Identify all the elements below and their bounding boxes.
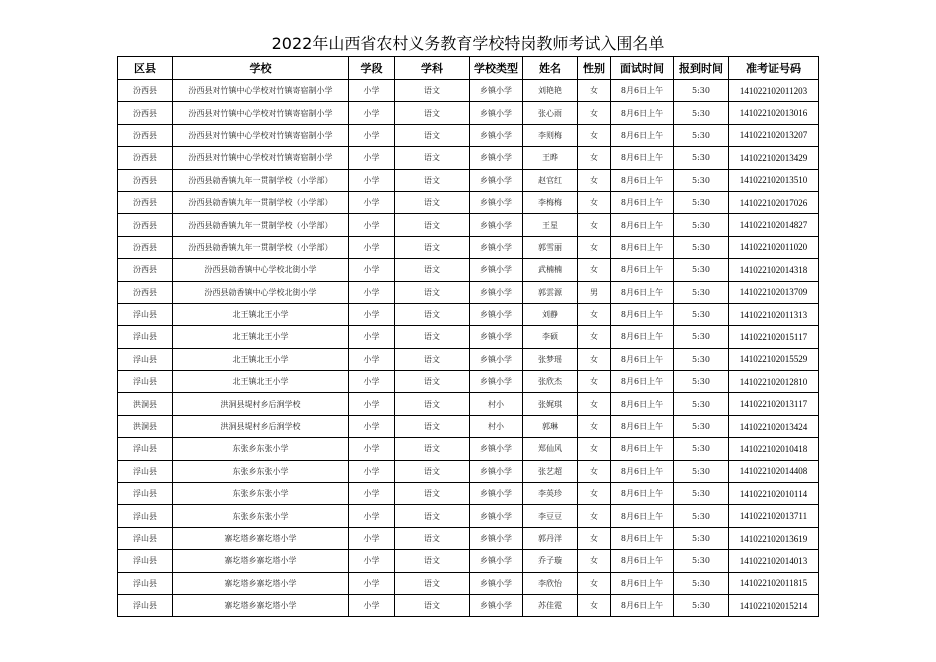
cell-exam-number: 141022102012810 xyxy=(729,371,819,393)
cell-school-type: 乡镇小学 xyxy=(470,124,523,146)
cell-district: 浮山县 xyxy=(118,303,173,325)
cell-exam-number: 141022102013510 xyxy=(729,169,819,191)
cell-school-type: 乡镇小学 xyxy=(470,572,523,594)
cell-gender: 女 xyxy=(578,169,611,191)
cell-stage: 小学 xyxy=(349,236,395,258)
cell-exam-number: 141022102011313 xyxy=(729,303,819,325)
cell-interview-time: 8月6日上午 xyxy=(611,281,674,303)
cell-district: 洪洞县 xyxy=(118,393,173,415)
cell-report-time: 5:30 xyxy=(674,147,729,169)
cell-report-time: 5:30 xyxy=(674,281,729,303)
cell-school-type: 乡镇小学 xyxy=(470,460,523,482)
cell-stage: 小学 xyxy=(349,393,395,415)
cell-school: 北王镇北王小学 xyxy=(173,348,349,370)
table-row xyxy=(118,594,819,616)
cell-school-type: 乡镇小学 xyxy=(470,214,523,236)
cell-interview-time: 8月6日上午 xyxy=(611,147,674,169)
cell-gender: 女 xyxy=(578,214,611,236)
cell-report-time: 5:30 xyxy=(674,214,729,236)
cell-exam-number: 141022102014318 xyxy=(729,259,819,281)
cell-exam-number: 141022102013619 xyxy=(729,527,819,549)
cell-report-time: 5:30 xyxy=(674,102,729,124)
cell-interview-time: 8月6日上午 xyxy=(611,348,674,370)
cell-exam-number: 141022102013016 xyxy=(729,102,819,124)
cell-stage: 小学 xyxy=(349,594,395,616)
cell-school: 北王镇北王小学 xyxy=(173,371,349,393)
cell-school-type: 乡镇小学 xyxy=(470,505,523,527)
cell-interview-time: 8月6日上午 xyxy=(611,527,674,549)
cell-name: 郭琳 xyxy=(523,415,578,437)
cell-subject: 语文 xyxy=(395,281,470,303)
cell-district: 汾西县 xyxy=(118,214,173,236)
cell-gender: 女 xyxy=(578,415,611,437)
cell-school-type: 乡镇小学 xyxy=(470,169,523,191)
cell-name: 乔子璇 xyxy=(523,550,578,572)
cell-stage: 小学 xyxy=(349,169,395,191)
cell-subject: 语文 xyxy=(395,147,470,169)
cell-gender: 女 xyxy=(578,505,611,527)
table-row xyxy=(118,147,819,169)
cell-gender: 女 xyxy=(578,191,611,213)
cell-district: 浮山县 xyxy=(118,348,173,370)
cell-school-type: 乡镇小学 xyxy=(470,147,523,169)
cell-name: 赵官红 xyxy=(523,169,578,191)
cell-school-type: 乡镇小学 xyxy=(470,348,523,370)
cell-subject: 语文 xyxy=(395,236,470,258)
cell-report-time: 5:30 xyxy=(674,483,729,505)
cell-stage: 小学 xyxy=(349,303,395,325)
table-row xyxy=(118,102,819,124)
cell-school: 寨圪塔乡寨圪塔小学 xyxy=(173,527,349,549)
cell-report-time: 5:30 xyxy=(674,550,729,572)
cell-gender: 女 xyxy=(578,438,611,460)
cell-name: 张心雨 xyxy=(523,102,578,124)
cell-stage: 小学 xyxy=(349,460,395,482)
cell-district: 浮山县 xyxy=(118,527,173,549)
cell-interview-time: 8月6日上午 xyxy=(611,236,674,258)
cell-report-time: 5:30 xyxy=(674,236,729,258)
cell-interview-time: 8月6日上午 xyxy=(611,124,674,146)
table-row xyxy=(118,236,819,258)
cell-interview-time: 8月6日上午 xyxy=(611,594,674,616)
cell-district: 洪洞县 xyxy=(118,415,173,437)
cell-gender: 女 xyxy=(578,326,611,348)
cell-interview-time: 8月6日上午 xyxy=(611,415,674,437)
cell-name: 王晔 xyxy=(523,147,578,169)
cell-school: 汾西县勍香镇中心学校北街小学 xyxy=(173,259,349,281)
cell-exam-number: 141022102014408 xyxy=(729,460,819,482)
cell-subject: 语文 xyxy=(395,460,470,482)
table-header-row xyxy=(118,57,819,80)
table-row xyxy=(118,371,819,393)
cell-subject: 语文 xyxy=(395,393,470,415)
cell-school: 寨圪塔乡寨圪塔小学 xyxy=(173,550,349,572)
table-row xyxy=(118,572,819,594)
cell-name: 李豆豆 xyxy=(523,505,578,527)
cell-gender: 女 xyxy=(578,550,611,572)
cell-school: 汾西县勍香镇九年一贯制学校（小学部） xyxy=(173,169,349,191)
cell-subject: 语文 xyxy=(395,594,470,616)
cell-interview-time: 8月6日上午 xyxy=(611,572,674,594)
cell-name: 张艺超 xyxy=(523,460,578,482)
cell-school: 东张乡东张小学 xyxy=(173,505,349,527)
cell-interview-time: 8月6日上午 xyxy=(611,393,674,415)
cell-school: 汾西县勍香镇九年一贯制学校（小学部） xyxy=(173,236,349,258)
table-row xyxy=(118,348,819,370)
cell-subject: 语文 xyxy=(395,527,470,549)
cell-school-type: 乡镇小学 xyxy=(470,102,523,124)
cell-stage: 小学 xyxy=(349,415,395,437)
cell-subject: 语文 xyxy=(395,550,470,572)
cell-report-time: 5:30 xyxy=(674,527,729,549)
cell-stage: 小学 xyxy=(349,80,395,102)
table-row xyxy=(118,191,819,213)
cell-gender: 女 xyxy=(578,483,611,505)
cell-exam-number: 141022102013711 xyxy=(729,505,819,527)
cell-exam-number: 141022102010418 xyxy=(729,438,819,460)
cell-report-time: 5:30 xyxy=(674,303,729,325)
cell-school: 北王镇北王小学 xyxy=(173,326,349,348)
cell-school: 汾西县勍香镇中心学校北街小学 xyxy=(173,281,349,303)
cell-stage: 小学 xyxy=(349,214,395,236)
cell-report-time: 5:30 xyxy=(674,259,729,281)
table-row xyxy=(118,259,819,281)
cell-report-time: 5:30 xyxy=(674,80,729,102)
cell-gender: 女 xyxy=(578,527,611,549)
cell-district: 浮山县 xyxy=(118,572,173,594)
cell-exam-number: 141022102013429 xyxy=(729,147,819,169)
cell-school-type: 乡镇小学 xyxy=(470,259,523,281)
cell-report-time: 5:30 xyxy=(674,393,729,415)
cell-subject: 语文 xyxy=(395,259,470,281)
cell-report-time: 5:30 xyxy=(674,415,729,437)
cell-school: 汾西县勍香镇九年一贯制学校（小学部） xyxy=(173,191,349,213)
cell-name: 张娓琪 xyxy=(523,393,578,415)
cell-school-type: 乡镇小学 xyxy=(470,303,523,325)
cell-exam-number: 141022102013207 xyxy=(729,124,819,146)
cell-subject: 语文 xyxy=(395,371,470,393)
cell-district: 浮山县 xyxy=(118,550,173,572)
cell-report-time: 5:30 xyxy=(674,191,729,213)
cell-exam-number: 141022102015529 xyxy=(729,348,819,370)
cell-stage: 小学 xyxy=(349,147,395,169)
cell-school: 洪洞县堤村乡后涧学校 xyxy=(173,415,349,437)
cell-stage: 小学 xyxy=(349,124,395,146)
cell-gender: 女 xyxy=(578,460,611,482)
column-header-district: 区县 xyxy=(118,57,173,80)
cell-interview-time: 8月6日上午 xyxy=(611,550,674,572)
table-row xyxy=(118,169,819,191)
cell-gender: 女 xyxy=(578,102,611,124)
cell-district: 汾西县 xyxy=(118,281,173,303)
cell-gender: 女 xyxy=(578,348,611,370)
cell-gender: 女 xyxy=(578,393,611,415)
cell-name: 郭雲源 xyxy=(523,281,578,303)
cell-district: 浮山县 xyxy=(118,483,173,505)
cell-school-type: 乡镇小学 xyxy=(470,527,523,549)
cell-report-time: 5:30 xyxy=(674,124,729,146)
cell-district: 汾西县 xyxy=(118,169,173,191)
cell-school: 寨圪塔乡寨圪塔小学 xyxy=(173,594,349,616)
table-row xyxy=(118,281,819,303)
table-row xyxy=(118,438,819,460)
cell-district: 浮山县 xyxy=(118,460,173,482)
cell-stage: 小学 xyxy=(349,483,395,505)
cell-exam-number: 141022102013709 xyxy=(729,281,819,303)
cell-name: 李硕 xyxy=(523,326,578,348)
cell-stage: 小学 xyxy=(349,550,395,572)
cell-school-type: 乡镇小学 xyxy=(470,236,523,258)
table-body xyxy=(118,80,819,617)
cell-stage: 小学 xyxy=(349,505,395,527)
cell-interview-time: 8月6日上午 xyxy=(611,371,674,393)
cell-gender: 女 xyxy=(578,80,611,102)
cell-interview-time: 8月6日上午 xyxy=(611,169,674,191)
table-row xyxy=(118,460,819,482)
cell-school-type: 村小 xyxy=(470,393,523,415)
cell-school-type: 乡镇小学 xyxy=(470,191,523,213)
table-row xyxy=(118,124,819,146)
cell-stage: 小学 xyxy=(349,572,395,594)
cell-exam-number: 141022102013117 xyxy=(729,393,819,415)
cell-district: 汾西县 xyxy=(118,80,173,102)
cell-gender: 女 xyxy=(578,236,611,258)
column-header-school: 学校 xyxy=(173,57,349,80)
cell-subject: 语文 xyxy=(395,483,470,505)
cell-interview-time: 8月6日上午 xyxy=(611,438,674,460)
cell-gender: 女 xyxy=(578,572,611,594)
cell-stage: 小学 xyxy=(349,281,395,303)
column-header-report-time: 报到时间 xyxy=(674,57,729,80)
table-row xyxy=(118,303,819,325)
cell-name: 刘艳艳 xyxy=(523,80,578,102)
cell-stage: 小学 xyxy=(349,527,395,549)
cell-district: 汾西县 xyxy=(118,124,173,146)
cell-school-type: 乡镇小学 xyxy=(470,80,523,102)
cell-gender: 女 xyxy=(578,147,611,169)
cell-exam-number: 141022102015214 xyxy=(729,594,819,616)
cell-gender: 女 xyxy=(578,371,611,393)
cell-name: 李英珍 xyxy=(523,483,578,505)
cell-exam-number: 141022102011020 xyxy=(729,236,819,258)
cell-name: 王星 xyxy=(523,214,578,236)
cell-subject: 语文 xyxy=(395,102,470,124)
table-row xyxy=(118,214,819,236)
cell-school: 汾西县对竹镇中心学校对竹镇寄宿制小学 xyxy=(173,80,349,102)
cell-exam-number: 141022102011203 xyxy=(729,80,819,102)
cell-school: 汾西县对竹镇中心学校对竹镇寄宿制小学 xyxy=(173,147,349,169)
cell-school: 寨圪塔乡寨圪塔小学 xyxy=(173,572,349,594)
cell-stage: 小学 xyxy=(349,438,395,460)
cell-name: 李欣怡 xyxy=(523,572,578,594)
cell-school: 洪洞县堤村乡后涧学校 xyxy=(173,393,349,415)
cell-name: 李则梅 xyxy=(523,124,578,146)
candidate-table xyxy=(117,56,819,617)
cell-subject: 语文 xyxy=(395,214,470,236)
table-row xyxy=(118,550,819,572)
cell-report-time: 5:30 xyxy=(674,505,729,527)
cell-subject: 语文 xyxy=(395,303,470,325)
table-row xyxy=(118,483,819,505)
cell-district: 浮山县 xyxy=(118,438,173,460)
cell-name: 苏佳霓 xyxy=(523,594,578,616)
cell-stage: 小学 xyxy=(349,348,395,370)
cell-stage: 小学 xyxy=(349,259,395,281)
cell-district: 浮山县 xyxy=(118,594,173,616)
cell-interview-time: 8月6日上午 xyxy=(611,303,674,325)
cell-exam-number: 141022102014013 xyxy=(729,550,819,572)
cell-district: 汾西县 xyxy=(118,147,173,169)
cell-subject: 语文 xyxy=(395,169,470,191)
column-header-subject: 学科 xyxy=(395,57,470,80)
cell-school-type: 乡镇小学 xyxy=(470,438,523,460)
cell-name: 郑仙风 xyxy=(523,438,578,460)
cell-subject: 语文 xyxy=(395,191,470,213)
cell-school: 汾西县对竹镇中心学校对竹镇寄宿制小学 xyxy=(173,102,349,124)
cell-subject: 语文 xyxy=(395,438,470,460)
cell-exam-number: 141022102015117 xyxy=(729,326,819,348)
cell-school: 汾西县对竹镇中心学校对竹镇寄宿制小学 xyxy=(173,124,349,146)
cell-district: 浮山县 xyxy=(118,505,173,527)
cell-subject: 语文 xyxy=(395,505,470,527)
cell-school-type: 乡镇小学 xyxy=(470,281,523,303)
cell-stage: 小学 xyxy=(349,191,395,213)
cell-report-time: 5:30 xyxy=(674,326,729,348)
cell-stage: 小学 xyxy=(349,102,395,124)
cell-school: 东张乡东张小学 xyxy=(173,460,349,482)
cell-interview-time: 8月6日上午 xyxy=(611,483,674,505)
cell-district: 汾西县 xyxy=(118,236,173,258)
cell-name: 郭丹洋 xyxy=(523,527,578,549)
cell-district: 汾西县 xyxy=(118,259,173,281)
table-row xyxy=(118,80,819,102)
cell-interview-time: 8月6日上午 xyxy=(611,505,674,527)
cell-exam-number: 141022102011815 xyxy=(729,572,819,594)
cell-gender: 男 xyxy=(578,281,611,303)
cell-district: 汾西县 xyxy=(118,102,173,124)
cell-district: 浮山县 xyxy=(118,371,173,393)
cell-gender: 女 xyxy=(578,594,611,616)
cell-report-time: 5:30 xyxy=(674,594,729,616)
cell-report-time: 5:30 xyxy=(674,348,729,370)
cell-subject: 语文 xyxy=(395,326,470,348)
cell-interview-time: 8月6日上午 xyxy=(611,80,674,102)
cell-exam-number: 141022102013424 xyxy=(729,415,819,437)
cell-school-type: 乡镇小学 xyxy=(470,483,523,505)
cell-gender: 女 xyxy=(578,303,611,325)
cell-school-type: 乡镇小学 xyxy=(470,550,523,572)
cell-name: 武楠楠 xyxy=(523,259,578,281)
cell-interview-time: 8月6日上午 xyxy=(611,214,674,236)
cell-interview-time: 8月6日上午 xyxy=(611,259,674,281)
column-header-name: 姓名 xyxy=(523,57,578,80)
cell-school: 北王镇北王小学 xyxy=(173,303,349,325)
cell-name: 刘静 xyxy=(523,303,578,325)
cell-name: 郭雪丽 xyxy=(523,236,578,258)
table-row xyxy=(118,393,819,415)
table-row xyxy=(118,326,819,348)
cell-school: 汾西县勍香镇九年一贯制学校（小学部） xyxy=(173,214,349,236)
cell-exam-number: 141022102014827 xyxy=(729,214,819,236)
column-header-gender: 性别 xyxy=(578,57,611,80)
cell-subject: 语文 xyxy=(395,80,470,102)
cell-school: 东张乡东张小学 xyxy=(173,483,349,505)
cell-subject: 语文 xyxy=(395,348,470,370)
cell-school-type: 乡镇小学 xyxy=(470,371,523,393)
cell-name: 张梦瑶 xyxy=(523,348,578,370)
column-header-stage: 学段 xyxy=(349,57,395,80)
cell-school: 东张乡东张小学 xyxy=(173,438,349,460)
cell-report-time: 5:30 xyxy=(674,438,729,460)
cell-report-time: 5:30 xyxy=(674,371,729,393)
table-row xyxy=(118,505,819,527)
cell-name: 张欣杰 xyxy=(523,371,578,393)
cell-exam-number: 141022102010114 xyxy=(729,483,819,505)
cell-interview-time: 8月6日上午 xyxy=(611,326,674,348)
cell-district: 汾西县 xyxy=(118,191,173,213)
cell-gender: 女 xyxy=(578,259,611,281)
cell-interview-time: 8月6日上午 xyxy=(611,102,674,124)
cell-interview-time: 8月6日上午 xyxy=(611,460,674,482)
cell-school-type: 乡镇小学 xyxy=(470,594,523,616)
cell-school-type: 乡镇小学 xyxy=(470,326,523,348)
cell-report-time: 5:30 xyxy=(674,460,729,482)
column-header-school-type: 学校类型 xyxy=(470,57,523,80)
table-row xyxy=(118,415,819,437)
cell-name: 李梅梅 xyxy=(523,191,578,213)
cell-stage: 小学 xyxy=(349,326,395,348)
cell-interview-time: 8月6日上午 xyxy=(611,191,674,213)
cell-district: 浮山县 xyxy=(118,326,173,348)
cell-exam-number: 141022102017026 xyxy=(729,191,819,213)
column-header-exam-number: 准考证号码 xyxy=(729,57,819,80)
cell-report-time: 5:30 xyxy=(674,572,729,594)
cell-gender: 女 xyxy=(578,124,611,146)
column-header-interview-time: 面试时间 xyxy=(611,57,674,80)
cell-report-time: 5:30 xyxy=(674,169,729,191)
cell-stage: 小学 xyxy=(349,371,395,393)
document-title: 2022年山西省农村义务教育学校特岗教师考试入围名单 xyxy=(271,34,665,53)
cell-subject: 语文 xyxy=(395,124,470,146)
cell-subject: 语文 xyxy=(395,572,470,594)
table-row xyxy=(118,527,819,549)
cell-subject: 语文 xyxy=(395,415,470,437)
cell-school-type: 村小 xyxy=(470,415,523,437)
